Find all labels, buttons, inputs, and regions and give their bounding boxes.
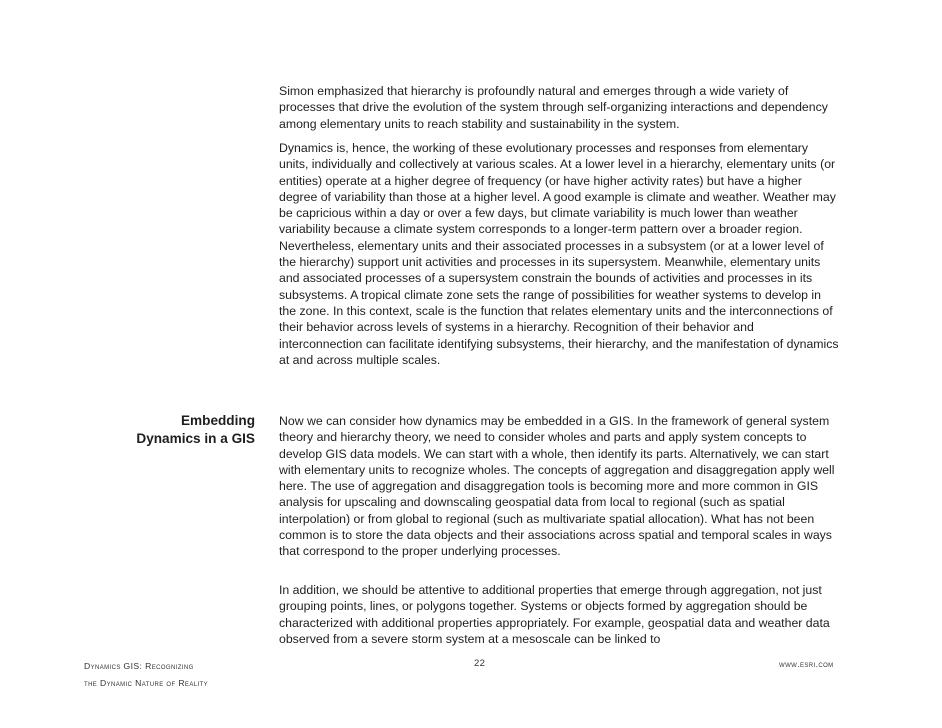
footer-title-line-2: the Dynamic Nature of Reality (84, 677, 209, 688)
footer-title (84, 658, 208, 691)
paragraph-text: Dynamics is, hence, the working of these evolutionary processes and responses from elementary units, individually and collectively at various scales. At a lower level in a hierarchy, elementary units (or entities) operate at a higher degree of frequency (or have higher activity rates) but have a higher degree of variability than those at a higher level. A good example is climate and weather. Weather may be capricious within a day or over a few days, but climate variability is much lower than weather variability because a climate system corresponds to a longer-term pattern over a broader region. Nevertheless, elementary units and their associated processes in a subsystem (or at a lower level of the hierarchy) support unit activities and processes in its supersystem. Meanwhile, elementary units and associated processes of a supersystem constrain the bounds of activities and processes in its subsystems. A tropical climate zone sets the range of possibilities for weather systems to develop in the zone. In this context, scale is the function that relates elementary units and the interconnections of their behavior across levels of systems in a hierarchy. Recognition of their behavior and interconnection can facilitate identifying subsystems, their hierarchy, and the manifestation of dynamics at and across multiple scales. (279, 141, 839, 367)
body-paragraph-2 (279, 140, 839, 368)
page-number: 22 (474, 658, 486, 669)
paragraph-text: Now we can consider how dynamics may be embedded in a GIS. In the framework of general system theory and hierarchy theory, we need to consider wholes and parts and apply system concepts to develop GIS data models. We can start with a whole, then identify its parts. Alternatively, we can start with elementary units to recognize wholes. The concepts of aggregation and disaggregation apply well here. The use of aggregation and disaggregation tools is becoming more and more common in GIS analysis for upscaling and downscaling geospatial data from local to regional (such as spatial interpolation) or from global to regional (such as multivariate spatial allocation). What has not been common is to store the data objects and their associations across spatial and temporal scales in ways that correspond to the proper underlying processes. (279, 414, 835, 559)
paragraph-text: Simon emphasized that hierarchy is profoundly natural and emerges through a wide variety of processes that drive the evolution of the system through self-organizing interactions and dependency among elementary units to reach stability and sustainability in the system. (279, 84, 828, 131)
section-heading-line-2: Dynamics in a GIS (136, 431, 255, 446)
section-heading (35, 412, 255, 448)
body-paragraph-1 (279, 83, 839, 132)
footer-url: www.esri.com (779, 659, 834, 669)
body-paragraph-3 (279, 413, 839, 560)
body-paragraph-4 (279, 582, 839, 647)
paragraph-text: In addition, we should be attentive to additional properties that emerge through aggregation, not just grouping points, lines, or polygons together. Systems or objects formed by aggregation should be characterized with additional properties appropriately. For example, geospatial data and weather data observed from a severe storm system at a mesoscale can be linked to (279, 583, 830, 646)
footer-title-line-1: Dynamics GIS: Recognizing (84, 661, 194, 671)
section-heading-line-1: Embedding (180, 413, 255, 428)
